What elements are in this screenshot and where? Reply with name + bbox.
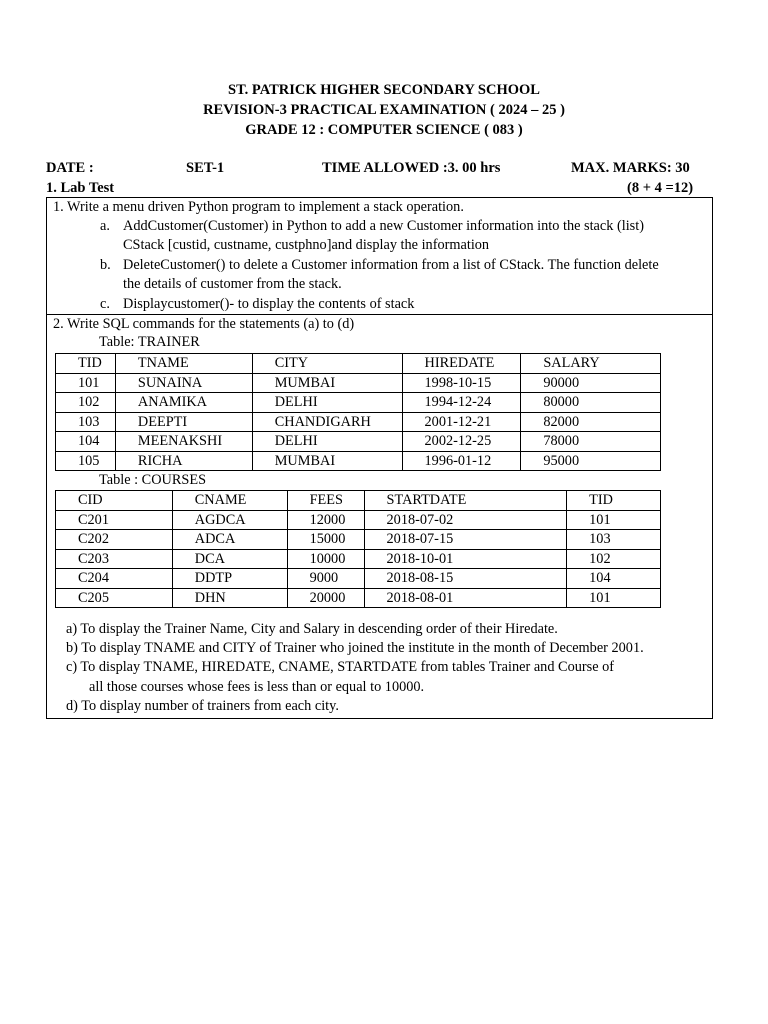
table-cell: 2018-07-15: [364, 530, 567, 550]
table-cell: 82000: [521, 412, 661, 432]
table-cell: DHN: [172, 588, 287, 608]
table-row: [56, 373, 661, 393]
table-header-cell: TNAME: [115, 354, 252, 374]
table-cell: 90000: [521, 373, 661, 393]
table-row: [56, 451, 661, 471]
max-marks: MAX. MARKS: 30: [571, 160, 690, 176]
q1-b-label: b.: [100, 257, 111, 273]
table-cell: 2018-10-01: [364, 549, 567, 569]
table-cell: 1996-01-12: [402, 451, 521, 471]
section-marks: (8 + 4 =12): [627, 180, 694, 196]
table-cell: ANAMIKA: [115, 393, 252, 413]
table-header-cell: CID: [56, 491, 173, 511]
table-cell: DCA: [172, 549, 287, 569]
table-cell: C201: [56, 510, 173, 530]
courses-table-caption: Table : COURSES: [99, 472, 207, 488]
table-cell: MUMBAI: [252, 373, 402, 393]
exam-title: REVISION-3 PRACTICAL EXAMINATION ( 2024 – 25 ): [203, 102, 565, 118]
table-header-cell: TID: [567, 491, 661, 511]
table-row: [56, 549, 661, 569]
table-cell: 10000: [287, 549, 364, 569]
table-header-cell: CITY: [252, 354, 402, 374]
table-cell: DDTP: [172, 569, 287, 589]
trainer-table-caption: Table: TRAINER: [99, 334, 200, 350]
table-row: [56, 588, 661, 608]
q2-d: d) To display number of trainers from each city.: [66, 698, 339, 714]
table-cell: C203: [56, 549, 173, 569]
table-cell: 2018-08-01: [364, 588, 567, 608]
section-title: 1. Lab Test: [46, 180, 115, 196]
table-cell: SUNAINA: [115, 373, 252, 393]
grade-subject: GRADE 12 : COMPUTER SCIENCE ( 083 ): [245, 122, 523, 138]
table-cell: 15000: [287, 530, 364, 550]
q2-c-line2: all those courses whose fees is less than or equal to 10000.: [89, 679, 425, 695]
q1-c-label: c.: [100, 296, 110, 312]
q1-b-line1: DeleteCustomer() to delete a Customer information from a list of CStack. The function delete: [123, 257, 659, 273]
table-header-row: [56, 491, 661, 511]
table-cell: 12000: [287, 510, 364, 530]
table-cell: 101: [567, 588, 661, 608]
table-header-cell: CNAME: [172, 491, 287, 511]
table-header-cell: STARTDATE: [364, 491, 567, 511]
table-header-cell: SALARY: [521, 354, 661, 374]
table-cell: 101: [56, 373, 116, 393]
q1-a-line2: CStack [custid, custname, custphno]and display the information: [123, 237, 490, 253]
table-cell: 95000: [521, 451, 661, 471]
table-cell: 102: [567, 549, 661, 569]
table-row: [56, 432, 661, 452]
q1-c-line1: Displaycustomer()- to display the contents of stack: [123, 296, 415, 312]
q1-text: 1. Write a menu driven Python program to implement a stack operation.: [53, 199, 464, 215]
table-cell: 20000: [287, 588, 364, 608]
table-cell: 2001-12-21: [402, 412, 521, 432]
table-row: [56, 412, 661, 432]
table-header-cell: TID: [56, 354, 116, 374]
table-cell: 2018-08-15: [364, 569, 567, 589]
table-cell: DELHI: [252, 432, 402, 452]
set-label: SET-1: [186, 160, 225, 176]
table-cell: 78000: [521, 432, 661, 452]
table-cell: MEENAKSHI: [115, 432, 252, 452]
date-label: DATE :: [46, 160, 94, 176]
table-cell: 1994-12-24: [402, 393, 521, 413]
table-cell: 2002-12-25: [402, 432, 521, 452]
table-cell: MUMBAI: [252, 451, 402, 471]
table-row: [56, 510, 661, 530]
courses-table: [55, 490, 661, 608]
table-cell: 9000: [287, 569, 364, 589]
q1-b-line2: the details of customer from the stack.: [123, 276, 342, 292]
table-cell: ADCA: [172, 530, 287, 550]
q1-a-line1: AddCustomer(Customer) in Python to add a new Customer information into the stack (list): [123, 218, 644, 234]
q2-c-line1: c) To display TNAME, HIREDATE, CNAME, STARTDATE from tables Trainer and Course of: [66, 659, 615, 675]
table-cell: C204: [56, 569, 173, 589]
table-row: [56, 530, 661, 550]
table-row: [56, 569, 661, 589]
table-row: [56, 393, 661, 413]
table-cell: 103: [56, 412, 116, 432]
school-name: ST. PATRICK HIGHER SECONDARY SCHOOL: [228, 82, 540, 98]
q2-b: b) To display TNAME and CITY of Trainer who joined the institute in the month of December 2001.: [66, 640, 644, 656]
table-cell: CHANDIGARH: [252, 412, 402, 432]
table-cell: 80000: [521, 393, 661, 413]
q1-a-label: a.: [100, 218, 110, 234]
table-header-row: [56, 354, 661, 374]
table-cell: C205: [56, 588, 173, 608]
q2-text: 2. Write SQL commands for the statements (a) to (d): [53, 316, 355, 332]
table-cell: 1998-10-15: [402, 373, 521, 393]
table-header-cell: FEES: [287, 491, 364, 511]
table-cell: 2018-07-02: [364, 510, 567, 530]
table-cell: 104: [567, 569, 661, 589]
table-cell: RICHA: [115, 451, 252, 471]
table-cell: 105: [56, 451, 116, 471]
table-cell: 102: [56, 393, 116, 413]
table-cell: DELHI: [252, 393, 402, 413]
table-cell: DEEPTI: [115, 412, 252, 432]
table-cell: C202: [56, 530, 173, 550]
table-cell: 101: [567, 510, 661, 530]
time-allowed: TIME ALLOWED :3. 00 hrs: [322, 160, 501, 176]
table-header-cell: HIREDATE: [402, 354, 521, 374]
table-cell: 104: [56, 432, 116, 452]
table-cell: AGDCA: [172, 510, 287, 530]
trainer-table: [55, 353, 661, 471]
q2-a: a) To display the Trainer Name, City and Salary in descending order of their Hiredate.: [66, 621, 558, 637]
table-cell: 103: [567, 530, 661, 550]
